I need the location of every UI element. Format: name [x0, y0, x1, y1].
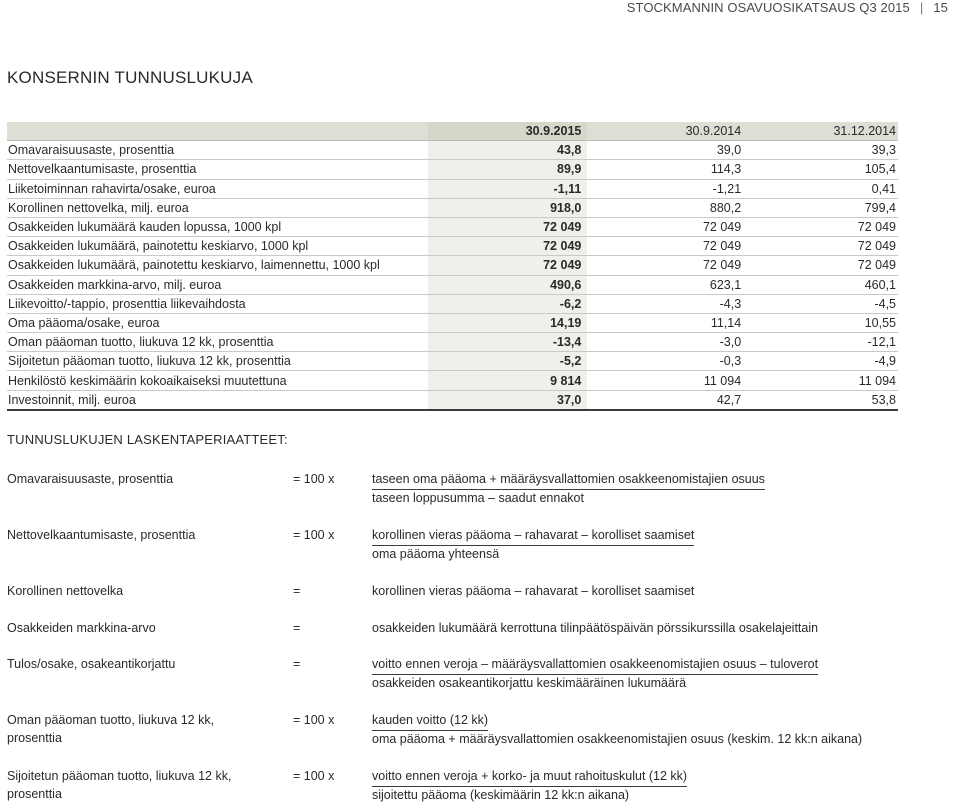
- formula-name: Oman pääoman tuotto, liukuva 12 kk,: [7, 713, 215, 727]
- formula-denominator: oma pääoma yhteensä: [372, 547, 500, 561]
- page-header: [627, 0, 948, 14]
- value-cell: -0,3: [719, 354, 742, 369]
- value-cell: 42,7: [716, 392, 742, 407]
- value-cell: 39,3: [871, 143, 896, 158]
- value-cell: 72 049: [428, 256, 588, 274]
- value-cell: 623,1: [709, 277, 742, 292]
- row-label: Oman pääoman tuotto, liukuva 12 kk, prosenttia: [8, 335, 274, 350]
- value-cell: 9 814: [428, 371, 588, 389]
- value-cell: 72 049: [857, 258, 896, 273]
- value-cell: 89,9: [428, 160, 588, 178]
- value-cell: -4,3: [719, 296, 742, 311]
- formula-name: Sijoitetun pääoman tuotto, liukuva 12 kk,: [7, 769, 232, 783]
- formula-name-cont: prosenttia: [7, 787, 62, 801]
- table-body: [7, 141, 898, 411]
- value-cell: 460,1: [864, 277, 896, 292]
- formulas-title: TUNNUSLUKUJEN LASKENTAPERIAATTEET:: [7, 432, 288, 447]
- value-cell: 114,3: [710, 162, 742, 177]
- formula-name-cont: prosenttia: [7, 731, 62, 745]
- value-cell: 37,0: [428, 391, 588, 409]
- value-cell: 105,4: [864, 162, 896, 177]
- formula-name: Osakkeiden markkina-arvo: [7, 621, 156, 635]
- value-cell: 918,0: [428, 199, 588, 217]
- table-row: [7, 180, 898, 199]
- formula-numerator: voitto ennen veroja – määräysvallattomien osakkeenomistajien osuus – tuloverot: [372, 655, 818, 675]
- formula-numerator: kauden voitto (12 kk): [372, 711, 488, 731]
- value-cell: -1,11: [428, 180, 588, 198]
- table-row: [7, 333, 898, 352]
- value-cell: 14,19: [428, 314, 588, 332]
- row-label: Omavaraisuusaste, prosenttia: [8, 143, 175, 158]
- value-cell: -4,5: [874, 296, 896, 311]
- value-cell: 72 049: [857, 239, 896, 254]
- table-row: [7, 256, 898, 275]
- formula-denominator: oma pääoma + määräysvallattomien osakkeenomistajien osuus (keskim. 12 kk:n aikana): [372, 732, 863, 746]
- column-header: 30.9.2014: [685, 124, 742, 139]
- row-label: Osakkeiden lukumäärä, painotettu keskiarvo, laimennettu, 1000 kpl: [8, 258, 380, 273]
- table-row: [7, 141, 898, 160]
- value-cell: 0,41: [871, 181, 896, 196]
- table-row: [7, 352, 898, 371]
- formula-name: Korollinen nettovelka: [7, 584, 124, 598]
- formula-operator: = 100 x: [293, 472, 335, 486]
- table-row: [7, 160, 898, 179]
- formula-numerator: taseen oma pääoma + määräysvallattomien osakkeenomistajien osuus: [372, 470, 765, 490]
- table-row: [7, 276, 898, 295]
- formula-numerator: voitto ennen veroja + korko- ja muut rahoituskulut (12 kk): [372, 767, 687, 787]
- value-cell: 11,14: [710, 315, 742, 330]
- value-cell: -12,1: [867, 335, 896, 350]
- column-header: 30.9.2015: [428, 122, 588, 140]
- value-cell: -6,2: [428, 295, 588, 313]
- row-label: Henkilöstö keskimäärin kokoaikaiseksi muutettuna: [8, 373, 287, 388]
- row-label: Sijoitetun pääoman tuotto, liukuva 12 kk, prosenttia: [8, 354, 291, 369]
- value-cell: 10,55: [864, 315, 896, 330]
- value-cell: 53,8: [871, 392, 896, 407]
- value-cell: 72 049: [428, 237, 588, 255]
- formula-operator: = 100 x: [293, 769, 335, 783]
- value-cell: -4,9: [874, 354, 896, 369]
- row-label: Osakkeiden lukumäärä, painotettu keskiarvo, 1000 kpl: [8, 239, 309, 254]
- header-separator: |: [919, 0, 924, 15]
- table-row: [7, 295, 898, 314]
- value-cell: 72 049: [702, 258, 742, 273]
- report-title: STOCKMANNIN OSAVUOSIKATSAUS Q3 2015: [626, 0, 910, 15]
- formula-name: Tulos/osake, osakeantikorjattu: [7, 657, 176, 671]
- value-cell: -5,2: [428, 352, 588, 370]
- value-cell: 43,8: [428, 141, 588, 159]
- value-cell: 39,0: [716, 143, 742, 158]
- row-label: Osakkeiden markkina-arvo, milj. euroa: [8, 277, 222, 292]
- value-cell: 11 094: [703, 373, 742, 388]
- formula-operator: =: [293, 621, 301, 635]
- table-row: [7, 218, 898, 237]
- value-cell: 72 049: [702, 220, 742, 235]
- row-label: Osakkeiden lukumäärä kauden lopussa, 1000 kpl: [8, 220, 282, 235]
- table-header-row: [7, 122, 898, 141]
- formula-denominator: taseen loppusumma – saadut ennakot: [372, 491, 584, 505]
- value-cell: 880,2: [709, 200, 742, 215]
- value-cell: -3,0: [719, 335, 742, 350]
- value-cell: 72 049: [428, 218, 588, 236]
- value-cell: 799,4: [864, 200, 896, 215]
- value-cell: -13,4: [428, 333, 588, 351]
- row-label: Oma pääoma/osake, euroa: [8, 315, 160, 330]
- key-figures-table: [7, 122, 898, 411]
- formula-numerator: korollinen vieras pääoma – rahavarat – korolliset saamiset: [372, 526, 694, 546]
- page-number: 15: [933, 0, 948, 15]
- table-row: [7, 314, 898, 333]
- row-label: Korollinen nettovelka, milj. euroa: [8, 200, 189, 215]
- table-row: [7, 237, 898, 256]
- row-label: Liiketoiminnan rahavirta/osake, euroa: [8, 181, 216, 196]
- value-cell: 490,6: [428, 276, 588, 294]
- value-cell: 72 049: [857, 220, 896, 235]
- formula-operator: =: [293, 584, 301, 598]
- column-header: 31.12.2014: [833, 124, 896, 139]
- row-label: Nettovelkaantumisaste, prosenttia: [8, 162, 197, 177]
- value-cell: 72 049: [702, 239, 742, 254]
- formula-definition: korollinen vieras pääoma – rahavarat – korolliset saamiset: [372, 584, 695, 598]
- formula-operator: =: [293, 657, 301, 671]
- table-row: [7, 371, 898, 390]
- formula-denominator: sijoitettu pääoma (keskimäärin 12 kk:n aikana): [372, 788, 630, 802]
- formula-operator: = 100 x: [293, 528, 335, 542]
- row-label: Investoinnit, milj. euroa: [8, 392, 136, 407]
- formula-name: Omavaraisuusaste, prosenttia: [7, 472, 174, 486]
- row-label: Liikevoitto/-tappio, prosenttia liikevaihdosta: [8, 296, 246, 311]
- value-cell: 11 094: [858, 373, 896, 388]
- formula-denominator: osakkeiden osakeantikorjattu keskimääräinen lukumäärä: [372, 676, 687, 690]
- table-row: [7, 199, 898, 218]
- table-row: [7, 391, 898, 411]
- formula-operator: = 100 x: [293, 713, 335, 727]
- value-cell: -1,21: [712, 181, 742, 196]
- formula-name: Nettovelkaantumisaste, prosenttia: [7, 528, 196, 542]
- formula-definition: osakkeiden lukumäärä kerrottuna tilinpäätöspäivän pörssikurssilla osakelajeittain: [372, 621, 819, 635]
- section-title: KONSERNIN TUNNUSLUKUJA: [7, 68, 253, 87]
